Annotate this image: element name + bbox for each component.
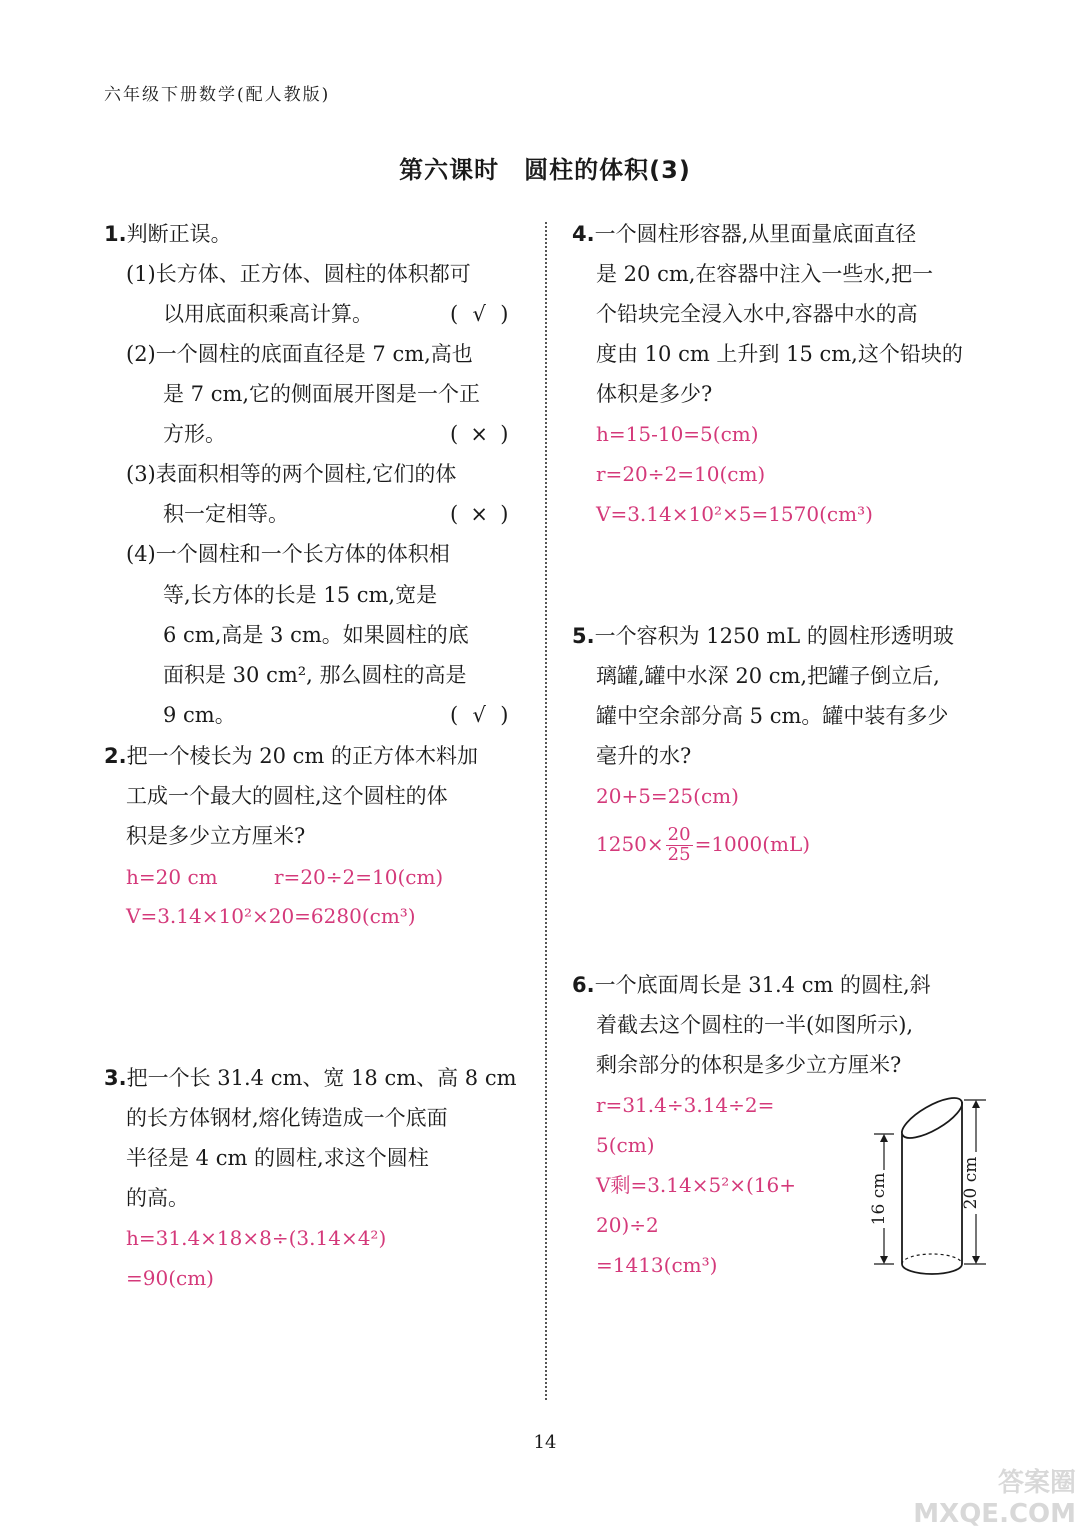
- q2-line-2: 工成一个最大的圆柱,这个圆柱的体: [126, 784, 448, 808]
- q5-line-4: 毫升的水?: [596, 744, 692, 768]
- q1-line-6: (3)表面积相等的两个圆柱,它们的体: [126, 462, 457, 486]
- q5-answer-1: 20+5=25(cm): [596, 784, 739, 808]
- q6-line-1: 一个底面周长是 31.4 cm 的圆柱,斜: [594, 973, 931, 997]
- q3-line-4: 的高。: [126, 1186, 189, 1210]
- q3-answer-1: h=31.4×18×8÷(3.14×4²): [126, 1226, 387, 1250]
- q1-line-11: 面积是 30 cm², 那么圆柱的高是: [163, 663, 467, 687]
- q5-answer-2: 1250× $\frac{20}{25}$ =1000(mL): [596, 824, 811, 865]
- q3-line-2: 的长方体钢材,熔化铸造成一个底面: [126, 1106, 448, 1130]
- q4-answer-1: h=15-10=5(cm): [596, 422, 759, 446]
- q1-line-3: (2)一个圆柱的底面直径是 7 cm,高也: [126, 342, 473, 366]
- q4-line-5: 体积是多少?: [596, 382, 713, 406]
- q2-answer-3: V=3.14×10²×20=6280(cm³): [126, 904, 416, 928]
- q1-line-9: 等,长方体的长是 15 cm,宽是: [163, 583, 438, 607]
- q4-line-4: 度由 10 cm 上升到 15 cm,这个铅块的: [596, 342, 963, 366]
- q6-answer-2: 5(cm): [596, 1133, 655, 1157]
- question-number: 2.: [104, 744, 127, 768]
- q5-line-2: 璃罐,罐中水深 20 cm,把罐子倒立后,: [596, 664, 940, 688]
- check-mark: √: [472, 302, 486, 326]
- q6-answer-3: V剩=3.14×5²×(16+: [596, 1173, 796, 1197]
- q1-line-12: 9 cm。: [163, 703, 236, 727]
- q3-line-1: 把一个长 31.4 cm、宽 18 cm、高 8 cm: [126, 1066, 517, 1090]
- watermark-logo: 答案圈 MXQE.COM: [913, 1468, 1076, 1529]
- q6-line-2: 着截去这个圆柱的一半(如图所示),: [596, 1013, 914, 1037]
- q1-line-4: 是 7 cm,它的侧面展开图是一个正: [163, 382, 481, 406]
- question-number: 4.: [572, 222, 595, 246]
- judgment-2: ( × ): [450, 422, 509, 446]
- q4-line-3: 个铅块完全浸入水中,容器中水的高: [596, 302, 918, 326]
- judgment-1: ( √ ): [450, 302, 509, 326]
- q3-line-3: 半径是 4 cm 的圆柱,求这个圆柱: [126, 1146, 429, 1170]
- slanted-cylinder-figure: [860, 1090, 1000, 1290]
- question-stem: 判断正误。: [126, 222, 232, 246]
- q2-answer-1: h=20 cm: [126, 865, 218, 889]
- question-number: 5.: [572, 624, 595, 648]
- q6-answer-1: r=31.4÷3.14÷2=: [596, 1093, 775, 1117]
- q1-line-5: 方形。: [163, 422, 226, 446]
- dimension-label-16: 16 cm: [869, 1172, 889, 1226]
- cross-mark: ×: [470, 502, 488, 526]
- q3-answer-2: =90(cm): [126, 1266, 214, 1290]
- cross-mark: ×: [470, 422, 488, 446]
- q4-line-1: 一个圆柱形容器,从里面量底面直径: [594, 222, 917, 246]
- q4-answer-2: r=20÷2=10(cm): [596, 462, 766, 486]
- question-number: 1.: [104, 222, 127, 246]
- q6-answer-4: 20)÷2: [596, 1213, 659, 1237]
- column-divider: [545, 222, 547, 1400]
- q2-line-3: 积是多少立方厘米?: [126, 824, 306, 848]
- q1-line-7: 积一定相等。: [163, 502, 289, 526]
- q1-line-1: (1)长方体、正方体、圆柱的体积都可: [126, 262, 471, 286]
- question-number: 6.: [572, 973, 595, 997]
- q1-line-8: (4)一个圆柱和一个长方体的体积相: [126, 542, 450, 566]
- q5-line-1: 一个容积为 1250 mL 的圆柱形透明玻: [594, 624, 954, 648]
- q2-line-1: 把一个棱长为 20 cm 的正方体木料加: [126, 744, 479, 768]
- q2-answer-2: r=20÷2=10(cm): [274, 865, 444, 889]
- question-number: 3.: [104, 1066, 127, 1090]
- check-mark: √: [472, 703, 486, 727]
- dimension-label-20: 20 cm: [961, 1156, 981, 1210]
- q5-line-3: 罐中空余部分高 5 cm。罐中装有多少: [596, 704, 949, 728]
- q4-answer-3: V=3.14×10²×5=1570(cm³): [596, 502, 873, 526]
- fraction: $\frac{20}{25}$: [667, 824, 691, 865]
- q6-answer-5: =1413(cm³): [596, 1253, 718, 1277]
- book-header: 六年级下册数学(配人教版): [104, 85, 331, 105]
- page-title: 第六课时 圆柱的体积(3): [399, 156, 691, 184]
- judgment-3: ( × ): [450, 502, 509, 526]
- q1-line-2: 以用底面积乘高计算。: [163, 302, 373, 326]
- judgment-4: ( √ ): [450, 703, 509, 727]
- q6-line-3: 剩余部分的体积是多少立方厘米?: [596, 1053, 902, 1077]
- page-number: 14: [533, 1432, 557, 1453]
- q1-line-10: 6 cm,高是 3 cm。如果圆柱的底: [163, 623, 469, 647]
- q4-line-2: 是 20 cm,在容器中注入一些水,把一: [596, 262, 934, 286]
